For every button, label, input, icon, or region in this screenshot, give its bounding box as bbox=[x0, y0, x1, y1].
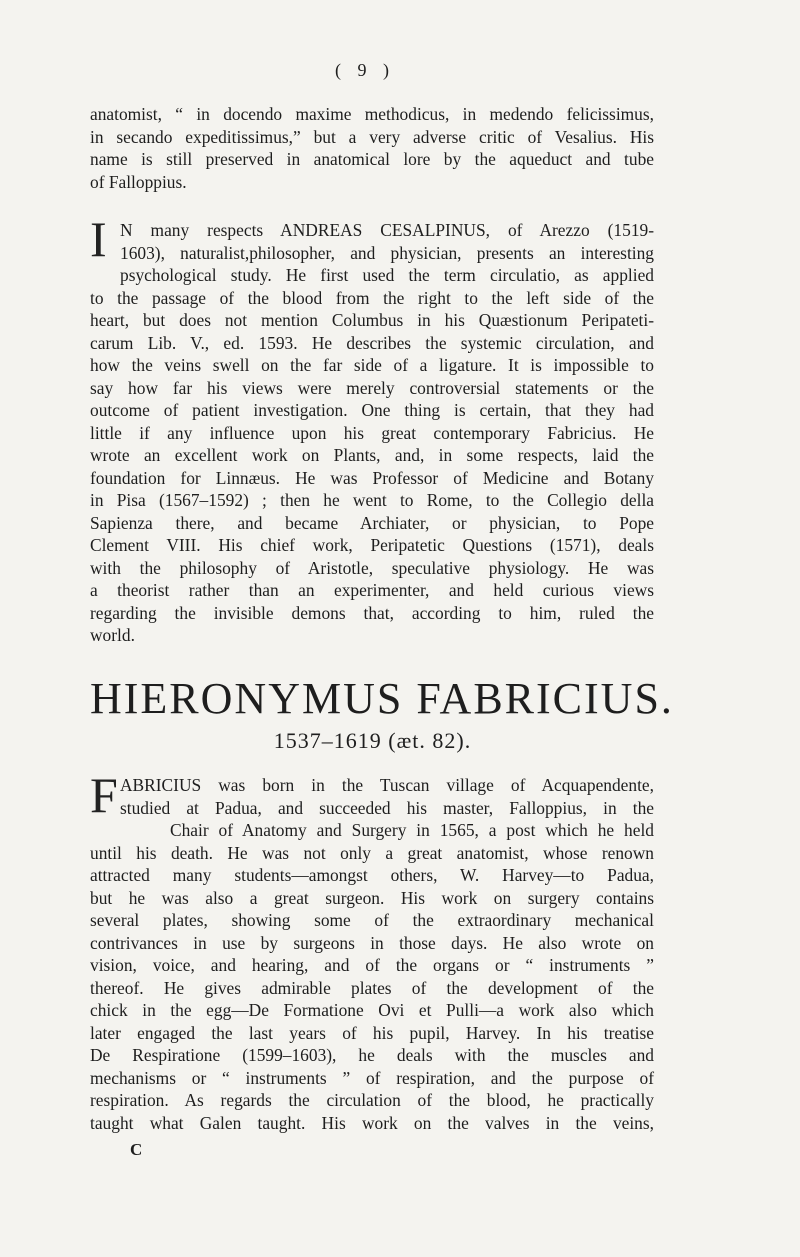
text-line: thereof. He gives admirable plates of the development of the bbox=[90, 977, 654, 998]
intro-paragraph bbox=[90, 103, 654, 193]
text-line: in Pisa (1567–1592) ; then he went to Rome, to the Collegio della bbox=[90, 490, 654, 510]
text-line: regarding the invisible demons that, according to him, ruled the bbox=[90, 602, 654, 623]
text-line: N many respects ANDREAS CESALPINUS, of Arezzo (1519- bbox=[120, 220, 654, 240]
text-line: mechanisms or “ instruments ” of respiration, and the purpose of bbox=[90, 1067, 654, 1088]
text-line: of Falloppius. bbox=[90, 171, 187, 192]
text-line: respiration. As regards the circulation of the blood, he practically bbox=[90, 1090, 654, 1110]
fabricius-paragraph bbox=[90, 774, 654, 1134]
text-line: psychological study. He first used the term circulatio, as applied bbox=[120, 265, 654, 285]
text-line: with the philosophy of Aristotle, speculative physiology. He was bbox=[90, 557, 654, 578]
text-line: attracted many students—amongst others, W. Harvey—to Padua, bbox=[90, 865, 654, 885]
section-dates: 1537–1619 (æt. 82). bbox=[273, 728, 472, 753]
text-line: Sapienza there, and became Archiater, or physician, to Pope bbox=[90, 512, 654, 533]
text-line: studied at Padua, and succeeded his master, Falloppius, in the bbox=[120, 797, 654, 818]
text-line: chick in the egg—De Formatione Ovi et Pulli—a work also which bbox=[90, 1000, 654, 1020]
text-line: name is still preserved in anatomical lore by the aqueduct and tube bbox=[90, 149, 654, 169]
page-number: ( 9 ) bbox=[335, 60, 395, 80]
text-line: world. bbox=[90, 625, 135, 645]
text-line: to the passage of the blood from the right to the left side of the bbox=[90, 287, 654, 308]
text-line: outcome of patient investigation. One thing is certain, that they had bbox=[90, 400, 654, 420]
cesalpinus-paragraph bbox=[90, 219, 654, 647]
text-line: De Respiratione (1599–1603), he deals with the muscles and bbox=[90, 1045, 654, 1065]
text-line: until his death. He was not only a great anatomist, whose renown bbox=[90, 842, 654, 863]
text-line: anatomist, “ in docendo maxime methodicus, in medendo felicissimus, bbox=[90, 104, 654, 124]
drop-cap: I bbox=[90, 211, 107, 267]
text-line: Clement VIII. His chief work, Peripatetic Questions (1571), deals bbox=[90, 535, 654, 555]
text-line: ABRICIUS was born in the Tuscan village of Acquapendente, bbox=[120, 775, 654, 795]
text-line: a theorist rather than an experimenter, and held curious views bbox=[90, 580, 654, 600]
text-line: several plates, showing some of the extraordinary mechanical bbox=[90, 910, 654, 930]
text-line: carum Lib. V., ed. 1593. He describes the systemic circulation, and bbox=[90, 332, 654, 353]
drop-cap: F bbox=[90, 767, 118, 823]
text-line: vision, voice, and hearing, and of the organs or “ instruments ” bbox=[90, 955, 654, 975]
text-line: little if any influence upon his great contemporary Fabricius. He bbox=[90, 422, 654, 443]
text-line: foundation for Linnæus. He was Professor of Medicine and Botany bbox=[90, 467, 654, 488]
text-line: but he was also a great surgeon. His work on surgery contains bbox=[90, 887, 654, 908]
section-heading: HIERONYMUS FABRICIUS. bbox=[90, 674, 674, 723]
text-line: taught what Galen taught. His work on the valves in the veins, bbox=[90, 1112, 654, 1133]
text-line: how the veins swell on the far side of a ligature. It is impossible to bbox=[90, 355, 654, 375]
signature-mark: C bbox=[130, 1140, 143, 1159]
text-line: in secando expeditissimus,” but a very adverse critic of Vesalius. His bbox=[90, 126, 654, 147]
text-line: heart, but does not mention Columbus in his Quæstionum Peripateti- bbox=[90, 310, 654, 330]
text-line: Chair of Anatomy and Surgery in 1565, a post which he held bbox=[170, 820, 654, 840]
text-line: say how far his views were merely controversial statements or the bbox=[90, 377, 654, 398]
text-line: later engaged the last years of his pupil, Harvey. In his treatise bbox=[90, 1022, 654, 1043]
text-line: 1603), naturalist,philosopher, and physician, presents an interesting bbox=[120, 242, 654, 263]
text-line: contrivances in use by surgeons in those days. He also wrote on bbox=[90, 932, 654, 953]
text-line: wrote an excellent work on Plants, and, in some respects, laid the bbox=[90, 445, 654, 465]
